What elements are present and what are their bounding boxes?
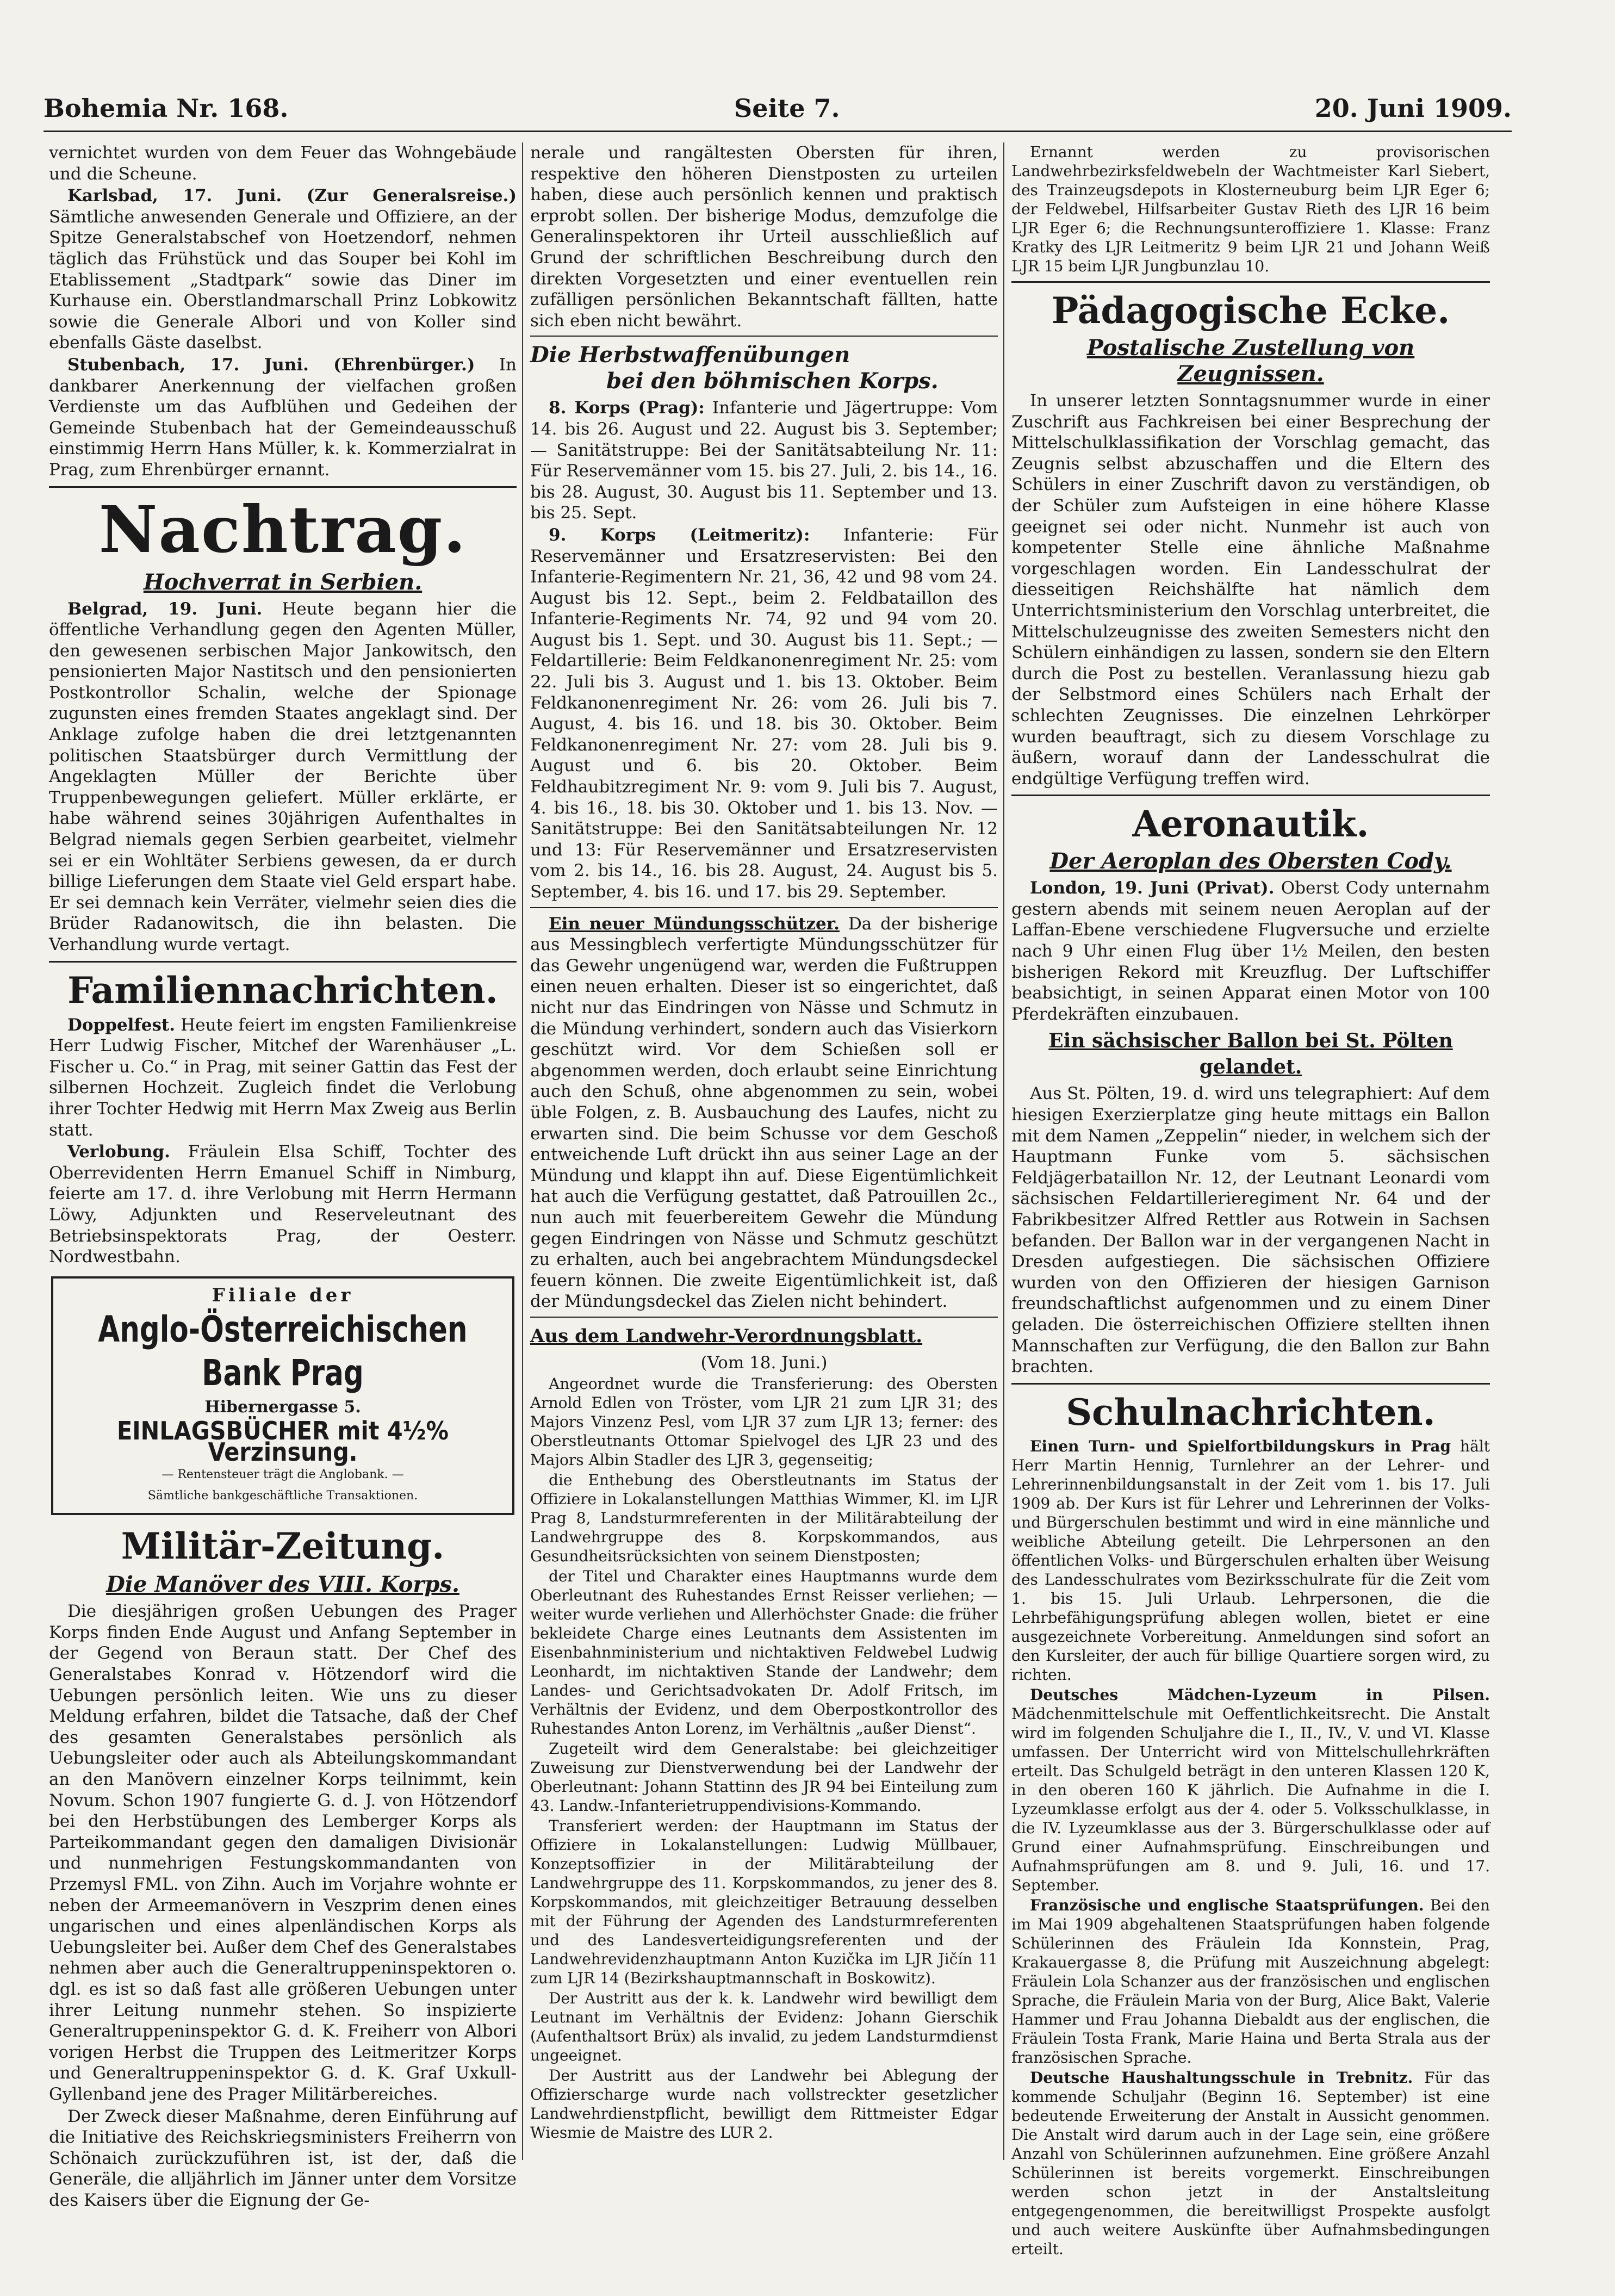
article-body: Die diesjährigen großen Uebungen des Prager Korps finden Ende August und Anfang September in der Gegend von Beraun statt. Der Chef des Generalstabes Konrad v. Hötzendorf wird die Uebungen persönlich leiten. Wie uns zu dieser Meldung erfahren, bildet die Tatsache, daß der Chef des gesamten Generalstabes persönlich als Uebungsleiter oder auch als Abteilungskommandant an den Manövern einzelner Korps teilnimmt, kein Novum. Schon 1907 fungierte G. d. J. von Hötzendorf bei den Herbstübungen des Lemberger Korps als Parteikommandant gegen den damaligen Divisionär und nunmehrigen Festungskommandanten von Przemysl FML. von Zihn. Auch im Vorjahre wohnte er neben der Armeemanövern in Veszprim denen eines ungarischen und eines alpenländischen Korps als Uebungsleiter bei. Außer dem Chef des Generalstabes nehmen aber auch die Generaltruppeninspektoren o. dgl. es ist so daß fast alle größeren Uebungen unter ihrer Leitung nunmehr stehen. So inspizierte Generaltruppeninspektor G. d. K. Freiherr von Albori vorigen Herbst die Truppen des Leitmeritzer Korps und Generaltruppeninspektor G. d. K. Graf Uxkull-Gyllenband jene des Prager Militärbereiches.: [49, 1602, 517, 2104]
divider: [530, 907, 998, 908]
article-body: In unserer letzten Sonntagsnummer wurde in einer Zuschrift aus Fachkreisen bei einer Besprechung der Mittelschulklassifikation der Vorschlag gemacht, das Zeugnis selbst abzuschaffen und die Eltern des Schülers in einer Zuschrift davon zu verständigen, ob der Schüler zum Aufsteigen in eine höhere Klasse geeignet sei oder nicht. Nunmehr ist auch von kompetenter Stelle eine ähnliche Maßnahme vorgeschlagen worden. Ein Landesschulrat der diesseitigen Reichshälfte hat nämlich dem Unterrichtsministerium den Vorschlag unterbreitet, die Mittelschulzeugnisse des zweiten Semesters nicht den Schülern einhändigen zu lassen, sondern sie den Eltern durch die Post zu bestellen. Veranlassung hiezu gab der Selbstmord eines Schülers nach Erhalt der schlechten Zeugnisses. Die einzelnen Lehrkörper wurden beauftragt, sich zu diesem Vorschlage zu äußern, worauf dann der Landesschulrat die endgültige Verfügung treffen wird.: [1011, 391, 1490, 789]
column-rule: [522, 142, 523, 2160]
article-headline: bei den böhmischen Korps.: [606, 368, 939, 394]
article-lead: Deutsche Haushaltungsschule in Trebnitz.: [1030, 2068, 1413, 2087]
article-lead: Doppelfest.: [67, 1015, 176, 1035]
section-title-schulnachrichten: Schulnachrichten.: [1066, 1391, 1436, 1434]
article-lead: Französische und englische Staatsprüfungen.: [1030, 1896, 1424, 1914]
section-title-nachtrag: Nachtrag.: [98, 491, 467, 567]
section-title-familiennachrichten: Familiennachrichten.: [67, 969, 498, 1012]
column-rule: [1003, 142, 1004, 2160]
ad-address: Hibernergasse 5.: [204, 1398, 361, 1417]
divider: [1011, 1383, 1490, 1385]
ad-note: Sämtliche bankgeschäftliche Transaktionen.: [147, 1488, 418, 1503]
article-body: Der Austritt aus der k. k. Landwehr wird bewilligt dem Leutnant im Verhältnis der Evidenz: Johann Gierschik (Aufenthaltsort Brüx) als invalid, zu jedem Landsturmdienst ungeeignet.: [530, 1989, 998, 2065]
divider: [1011, 281, 1490, 283]
article-8-korps: [530, 398, 998, 524]
article-headline: Der Aeroplan des Obersten Cody.: [1049, 848, 1452, 874]
article-body: die Enthebung des Oberstleutnants im Status der Offiziere in Lokalanstellungen Matthias Wimmer, Kl. im LJR Prag 8, Landsturmreferenten in der Militärabteilung der Landwehrgruppe des 8. Korpskommandos, aus Gesundheitsrücksichten von seinem Dienstposten;: [530, 1471, 998, 1566]
article-turnkurs: [1011, 1437, 1490, 1684]
article-headline: Hochverrat in Serbien.: [143, 569, 423, 595]
article-body: Angeordnet wurde die Transferierung: des Obersten Arnold Edlen von Tröster, vom LJR 21 zum LJR 31; des Majors Vinzenz Pesl, vom LJR 37 zum LJR 13; ferner: des Oberstleutnants Ottomar Spielvogel des LJR 23 und des Majors Albin Stadler des LJR 3, gegenseitig;: [530, 1375, 998, 1469]
article-cody: [1011, 878, 1490, 1025]
article-body: Bei den im Mai 1909 abgehaltenen Staatsprüfungen haben folgende Schülerinnen des Fräulein Ida Konnstein, Prag, Krakauergasse 8, die Prüfung mit Auszeichnung abgelegt: Fräulein Lola Schanzer aus der französischen und englischen Sprache, die Fräulein Maria von der Burg, Alice Bakt, Valerie Hammer und Frau Johanna Diebaldt aus der englischen, die Fräulein Tosta Frank, Marie Haina und Berta Strala aus der französischen Sprache.: [1011, 1896, 1490, 2067]
article-body: Mädchenmittelschule mit Oeffentlichkeitsrecht. Die Anstalt wird im folgenden Schuljahre die I., II., IV., V. und VI. Klasse umfassen. Der Unterricht wird von Mittelschullehrkräften erteilt. Das Schulgeld beträgt in den unteren Klassen 120 K, in den oberen 160 K jährlich. Die Aufnahme in die I. Lyzeumklasse erfolgt aus der 4. oder 5. Volksschulklasse, in die IV. Lyzeumklasse aus der 3. Bürgerschulklasse oder auf Grund einer Aufnahmsprüfung. Einschreibungen und Aufnahmsprüfungen am 8. und 9. Juli, 16. und 17. September.: [1011, 1704, 1490, 1894]
article-body: Heute feiert im engsten Familienkreise Herr Ludwig Fischer, Mitchef der Warenhäuser „L. Fischer u. Co.“ in Prag, mit seiner Gattin das Fest der silbernen Hochzeit. Zugleich findet die Verlobung ihrer Tochter Hedwig mit Herrn Max Zweig aus Berlin statt.: [49, 1015, 517, 1140]
article-body: Heute begann hier die öffentliche Verhandlung gegen den Agenten Müller, den gewesenen serbischen Major Jankowitsch, den pensionierten Major Nastitsch und den pensionierten Postkontrollor Schalin, welche der Spionage zugunsten eines fremden Staates angeklagt sind. Der Anklage zufolge haben die drei letztgenannten politischen Staatsbürger durch Vermittlung der Angeklagten Müller der Berichte über Truppenbewegungen geliefert. Müller erklärte, er habe während seines 30jährigen Aufenthaltes in Belgrad niemals gegen Serbien gearbeitet, vielmehr sei er ein Wohltäter Serbiens gewesen, da er durch billige Lieferungen dem Staate viel Geld erspart habe. Er sei demnach kein Verräter, vielmehr seien dies die Brüder Radanowitsch, die ihn belasten. Die Verhandlung wurde vertagt.: [49, 599, 517, 954]
article-lead: Karlsbad, 17. Juni. (Zur Generalsreise.): [67, 186, 517, 206]
article-lead: Verlobung.: [67, 1142, 170, 1162]
column-3: [1011, 142, 1490, 2258]
article-stubenbach: [49, 355, 517, 481]
article-body: In dankbarer Anerkennung der vielfachen großen Verdienste um das Aufblühen und Gedeihen der Gemeinde Stubenbach hat der Gemeindeausschuß einstimmig Herrn Hans Müller, k. k. Kommerzialrat in Prag, zum Ehrenbürger ernannt.: [49, 355, 517, 480]
article-staatspruefungen: [1011, 1896, 1490, 2067]
section-title-militaer: Militär-Zeitung.: [121, 1525, 445, 1568]
header-page-number: Seite 7.: [734, 94, 840, 123]
divider: [530, 1317, 998, 1318]
column-1: [49, 142, 517, 2210]
article-body: Zugeteilt wird dem Generalstabe: bei gleichzeitiger Zuweisung zur Dienstverwendung bei der Landwehr der Oberleutnant: Johann Stattinn des JR 94 bei Einteilung zum 43. Landw.-Infanterietruppendivisions-Kommando.: [530, 1740, 998, 1815]
article-lead: Deutsches Mädchen-Lyzeum in Pilsen.: [1030, 1685, 1490, 1704]
divider: [1011, 795, 1490, 796]
article-headline: Aus dem Landwehr-Verordnungsblatt.: [530, 1325, 923, 1347]
article-body: Infanterie: Für Reservemänner und Ersatzreservisten: Bei den Infanterie-Regimentern Nr. 21, 36, 42 und 98 vom 24. August bis 12. Sept., beim 2. Feldbataillon des Infanterie-Regiments Nr. 74, 92 und 94 vom 20. August bis 1. Sept. und 30. August bis 11. Sept.; — Feldartillerie: Beim Feldkanonenregiment Nr. 25: vom 22. Juli bis 3. August und 1. bis 13. Oktober. Beim Feldkanonenregiment Nr. 26: vom 26. Juli bis 7. August, 4. bis 16. und 18. bis 30. Oktober. Beim Feldkanonenregiment Nr. 27: vom 28. Juli bis 9. August und 6. bis 20. Oktober. Beim Feldhaubitzregiment Nr. 9: vom 9. Juli bis 7. August, 4. bis 16., 18. bis 30. Oktober und 1. bis 13. Nov. — Sanitätstruppe: Bei den Sanitätsabteilungen Nr. 12 und 13: Für Reservemänner und Ersatzreservisten vom 2. bis 14., 16. bis 28. August, 24. August bis 5. September, 4. bis 16. und 17. bis 29. September.: [530, 525, 998, 902]
article-lead: Ein neuer Mündungsschützer.: [549, 914, 840, 934]
article-body: Fräulein Elsa Schiff, Tochter des Oberrevidenten Herrn Emanuel Schiff in Nimburg, feierte am 17. d. ihre Verlobung mit Herrn Hermann Löwy, Adjunkten und Reserveleutnant des Betriebsinspektorats Prag, der Oesterr. Nordwestbahn.: [49, 1142, 517, 1267]
article-body: Infanterie und Jägertruppe: Vom 14. bis 26. August und 22. August bis 3. September; — Sanitätstruppe: Bei der Sanitätsabteilung Nr. 11: Für Reservemänner vom 15. bis 27. Juli, 2. bis 14., 16. bis 28. August, 30. August bis 11. September und 13. bis 25. Sept.: [530, 398, 998, 523]
article-body: Der Austritt aus der Landwehr bei Ablegung der Offizierscharge wurde nach vollstreckter gesetzlicher Landwehrdienstpflicht, bewilligt dem Rittmeister Edgar Wiesmie de Maistre des LUR 2.: [530, 2067, 998, 2142]
article-body: Oberst Cody unternahm gestern abends mit seinem neuen Aeroplan auf der Laffan-Ebene verschiedene Flugversuche und erzielte nach 9 Uhr einen Flug über 1½ Meilen, den besten bisherigen Rekord mit Kreuzflug. Der Luftschiffer beabsichtigt, in seinen Apparat einen Motor von 100 Pferdekräften einzubauen.: [1011, 878, 1490, 1024]
article-verlobung: [49, 1141, 517, 1268]
divider: [49, 486, 517, 488]
bank-advertisement: [51, 1276, 514, 1516]
divider: [530, 336, 998, 337]
article-body: Aus St. Pölten, 19. d. wird uns telegraphiert: Auf dem hiesigen Exerzierplatze ging heute mittags ein Ballon mit dem Namen „Zeppelin“ nieder, in welchem sich der Hauptmann Funke vom 5. sächsischen Feldjägerbataillon Nr. 12, der Leutnant Leonardi vom sächsischen Feldartillerieregiment Nr. 64 und der Fabrikbesitzer Alfred Rettler aus Rotwein in Sachsen befanden. Der Ballon war in der vergangenen Nacht in Dresden aufgestiegen. Die sächsischen Offiziere wurden von den Offizieren der hiesigen Garnison freundschaftlichst aufgenommen und zu einem Diner geladen. Die österreichischen Offiziere stellten ihnen Mannschaften zur Verfügung, die den Ballon zur Bahn brachten.: [1011, 1084, 1490, 1377]
article-lead: London, 19. Juni (Privat).: [1030, 878, 1275, 898]
running-header: [44, 82, 1512, 132]
article-fragment: vernichtet wurden von dem Feuer das Wohngebäude und die Scheune.: [49, 143, 517, 184]
section-title-aeronautik: Aeronautik.: [1132, 803, 1369, 846]
ad-line: Filiale der: [212, 1284, 354, 1306]
article-lead: 9. Korps (Leitmeritz):: [549, 525, 810, 545]
article-lead: 8. Korps (Prag):: [549, 398, 705, 418]
header-date: 20. Juni 1909.: [1314, 94, 1512, 123]
section-title-paedagogik: Pädagogische Ecke.: [1051, 289, 1450, 332]
article-body: Da der bisherige aus Messingblech verfertigte Mündungsschützer für das Gewehr ungenügend war, werden die Fußtruppen einen neuen erhalten. Dieser ist so eingerichtet, daß nicht nur das Eindringen von Nässe und Schmutz in die Mündung verhindert, sondern auch das Visierkorn geschützt wird. Vor dem Schießen soll er abgenommen werden, doch erlaubt seine Einrichtung auch den Schuß, ohne abgenommen zu sein, wobei üble Folgen, z. B. Ausbauchung des Laufes, nicht zu erwarten sind. Die beim Schusse vor dem Geschoß entweichende Luft drückt ihn aus seiner Lage an der Mündung und klappt ihn auf. Diese Eigentümlichkeit hat auch die Verfügung gestattet, daß Patrouillen 2c., nun auch mit feuerbereitem Gewehr die Mündung gegen Eindringen von Nässe und Schmutz geschützt zu erhalten, auch bei angebrachtem Mündungsdeckel feuern können. Die zweite Eigentümlichkeit ist, daß der Mündungsdeckel das Zielen nicht behindert.: [530, 914, 998, 1312]
article-hochverrat: [49, 599, 517, 955]
article-body: hält Herr Martin Hennig, Turnlehrer an der Lehrer- und Lehrerinnenbildungsanstalt in der Zeit vom 1. bis 17. Juli 1909 ab. Der Kurs ist für Lehrer und Lehrerinnen der Volks- und Bürgerschulen bestimmt und wird in eine männliche und weibliche Abteilung geteilt. Die Lehrpersonen an den öffentlichen Volks- und Bürgerschulen erhalten über Weisung des Landesschulrates vom Bezirksschulrate für die Zeit vom 1. bis 15. Juli Urlaub. Lehrpersonen, die die Lehrbefähigungsprüfung ablegen wollen, bietet er eine ausgezeichnete Vorbereitung. Anmeldungen sind sofort an den Kursleiter, der auch für billige Quartiere sorgen wird, zu richten.: [1011, 1437, 1490, 1684]
article-haushaltungsschule: [1011, 2068, 1490, 2258]
article-continuation: Ernannt werden zu provisorischen Landwehrbezirksfeldwebeln der Wachtmeister Karl Siebert, des Trainzeugsdepots in Klosterneuburg beim LJR Eger 6; der Feldwebel, Hilfsarbeiter Gustav Rieth des LJR 16 beim LJR Eger 6; die Rechnungsunteroffiziere 1. Klasse: Franz Kratky des LJR Leitmeritz 9 beim LJR 21 und Johann Weiß LJR 15 beim LJR Jungbunzlau 10.: [1011, 143, 1490, 275]
article-headline: Die Manöver des VIII. Korps.: [106, 1572, 459, 1598]
article-lead: Stubenbach, 17. Juni. (Ehrenbürger.): [67, 355, 475, 375]
article-headline: Die Herbstwaffenübungen: [530, 342, 850, 368]
article-body: der Titel und Charakter eines Hauptmanns wurde dem Oberleutnant des Ruhestandes Ernst Reisser verliehen; — weiter wurde verliehen und Allerhöchster Gnade: die früher bekleidete Charge eines Leutnants dem Assistenten im Eisenbahnministerium und nichtaktiven Feldwebel Ludwig Leonhardt, im nichtaktiven Stande der Landwehr; dem Landes- und Gerichtsadvokaten Dr. Adolf Fritsch, im Verhältnis der Evidenz, und dem Oberpostkontrollor des Ruhestandes Anton Lorenz, im Verhältnis „außer Dienst“.: [530, 1567, 998, 1738]
article-muendungsschuetzer: [530, 914, 998, 1312]
article-lead: Einen Turn- und Spielfortbildungskurs in Prag: [1030, 1437, 1451, 1455]
article-body: Transferiert werden: der Hauptmann im Status der Offiziere in Lokalanstellungen: Ludwig Müllbauer, Konzeptsoffizier in der Militärabteilung der Landwehrgruppe des 11. Korpskommandos, zu jener des 8. Korpskommandos, mit gleichzeitiger Betrauung desselben mit der Führung der Agenden des Landsturmreferenten und des Landesverteidigungsreferenten und der Landwehrevidenzhauptmann Anton Kuzička im LJR Jičín 11 zum LJR 14 (Bezirkshauptmannschaft in Boskowitz).: [530, 1817, 998, 1988]
ad-offer: EINLAGSBÜCHER mit 4½% Verzinsung.: [116, 1416, 449, 1467]
article-karlsbad: [49, 185, 517, 353]
header-publication: Bohemia Nr. 168.: [44, 94, 289, 123]
article-date: (Vom 18. Juni.): [700, 1352, 828, 1373]
article-body: Der Zweck dieser Maßnahme, deren Einführung auf die Initiative des Reichskriegsministers Freiherrn von Schönaich zurückzuführen ist, ist der, daß die Generäle, die alljährlich im Jänner unter dem Vorsitze des Kaisers über die Eignung der Ge-: [49, 2106, 517, 2210]
article-body: Für das kommende Schuljahr (Beginn 16. September) ist eine bedeutende Erweiterung der Anstalt in Aussicht genommen. Die Anstalt wird darum auch in der Lage sein, eine größere Anzahl von Schülerinnen aufzunehmen. Eine größere Anzahl Schülerinnen ist bereits vorgemerkt. Einschreibungen werden schon jetzt in der Anstaltsleitung entgegengenommen, die bereitwilligst Prospekte ausfolgt und auch weitere Auskünfte über Aufnahmsbedingungen erteilt.: [1011, 2068, 1490, 2258]
article-headline: Ein sächsischer Ballon bei St. Pölten gelandet.: [1048, 1029, 1453, 1079]
ad-bank-name: Anglo-Österreichischen Bank Prag: [98, 1308, 468, 1394]
ad-note: — Rentensteuer trägt die Anglobank. —: [162, 1468, 404, 1482]
article-body: Sämtliche anwesenden Generale und Offiziere, an der Spitze Generalstabschef von Hoetzendorf, nehmen täglich das Frühstück und das Souper bei Kohl im Etablissement „Stadtpark“ sowie das Diner im Kurhause ein. Oberstlandmarschall Prinz Lobkowitz sowie die Generale Albori und von Koller sind ebenfalls Gäste daselbst.: [49, 207, 517, 353]
divider: [49, 961, 517, 963]
column-2: [530, 142, 998, 2160]
article-lead: Belgrad, 19. Juni.: [67, 599, 263, 619]
article-doppelfest: [49, 1015, 517, 1141]
article-continuation: nerale und rangältesten Obersten für ihren, respektive den höheren Dienstposten zu urteilen haben, diese auch persönlich kennen und praktisch erprobt sollen. Der bisherige Modus, demzufolge die Generalinspektoren ihr Urteil ausschließlich auf Grund der schriftlichen Beschreibung durch den direkten Vorgesetzten und einer eventuellen rein zufälligen persönlichen Bekanntschaft fällten, hatte sich eben nicht bewährt.: [530, 143, 998, 331]
article-headline: Postalische Zustellung von Zeugnissen.: [1086, 335, 1415, 387]
article-9-korps: [530, 525, 998, 903]
article-lyzeum: [1011, 1685, 1490, 1895]
